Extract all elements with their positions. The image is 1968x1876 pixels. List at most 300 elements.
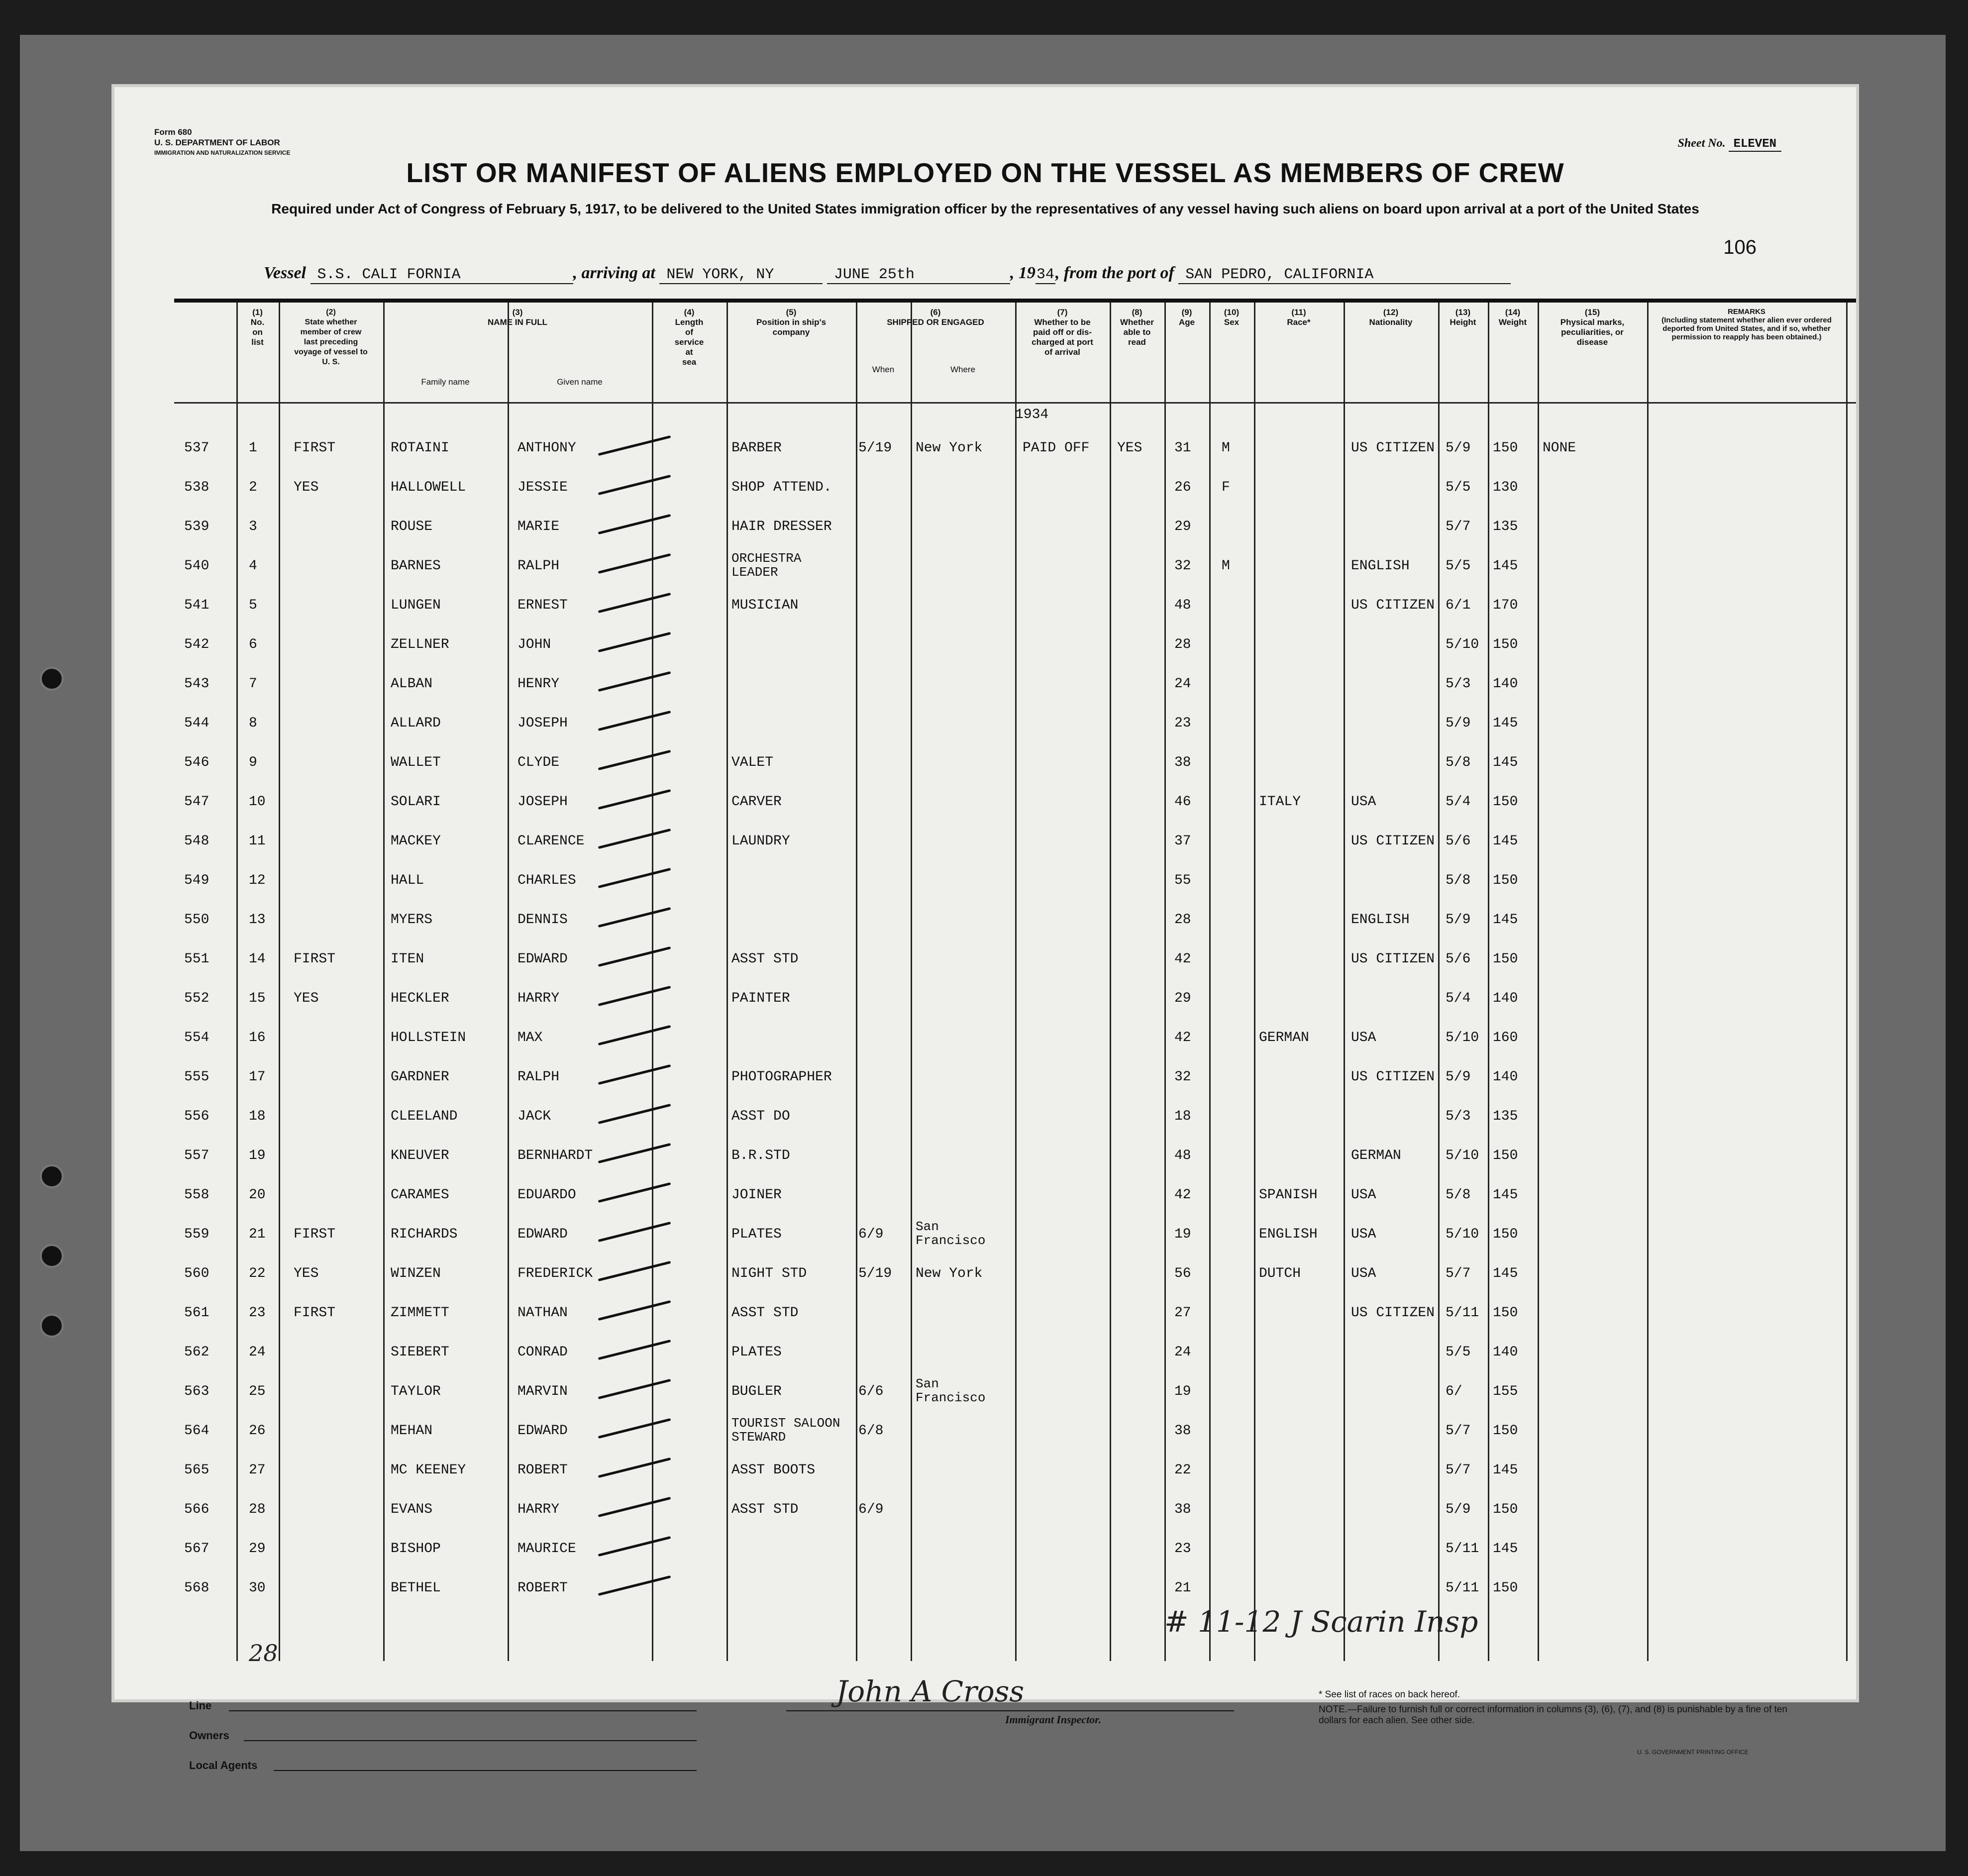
cell-family-name: ZIMMETT [391,1305,449,1321]
cell-no: 8 [249,716,257,731]
col-header-nationality: (12) Nationality [1369,308,1413,327]
cell-no: 28 [249,1502,266,1517]
cell-age: 37 [1174,834,1191,849]
col-header-name: (3) NAME IN FULL [488,308,547,327]
cell-position: HAIR DRESSER [731,519,832,534]
cell-ref: 546 [184,755,209,770]
table-row [174,980,1856,1019]
cell-family-name: MEHAN [391,1423,433,1439]
check-mark-icon [598,1497,671,1517]
cell-given-name: HARRY [518,1502,560,1517]
cell-height: 6/ [1446,1384,1462,1399]
line-label: Line [189,1699,212,1712]
col-header-remarks: REMARKS (Including statement whether alien ever ordered deported from United States, and if so, whether permission to reapply has been obtained.) [1661,308,1832,341]
arrival-year: 34 [1036,266,1054,283]
cell-position: BARBER [731,440,782,456]
service-name: IMMIGRATION AND NATURALIZATION SERVICE [154,149,291,156]
check-mark-icon [598,750,671,770]
cell-weight: 150 [1493,951,1518,967]
penalty-note: NOTE.—Failure to furnish full or correct information in columns (3), (6), (7), and (8) is punishable by a fine of ten dollars for each alien. See other side. [1319,1704,1787,1726]
col-header-position: (5) Position in ship's company [756,308,827,337]
cell-weight: 160 [1493,1030,1518,1045]
cell-position: TOURIST SALOON STEWARD [731,1416,840,1445]
cell-weight: 145 [1493,912,1518,928]
cell-ref: 550 [184,912,209,928]
cell-height: 5/6 [1446,834,1471,849]
check-mark-icon [598,1222,671,1242]
cell-no: 23 [249,1305,266,1321]
cell-height: 5/8 [1446,873,1471,888]
cell-ref: 541 [184,598,209,613]
handwritten-count: 28 [249,1640,278,1667]
col-header-given-name: Given name [557,377,603,387]
cell-shipped-when: 6/9 [858,1502,884,1517]
check-mark-icon [598,1143,671,1163]
cell-height: 5/4 [1446,794,1471,810]
cell-family-name: MC KEENEY [391,1462,466,1478]
cell-weight: 150 [1493,1227,1518,1242]
col-header-age: (9) Age [1178,308,1195,327]
check-mark-icon [598,1261,671,1281]
page-subtitle: Required under Act of Congress of February 5, 1917, to be delivered to the United States immigration officer by the representatives of any vessel having such aliens on board upon arrival at a port of the United States [271,201,1699,216]
owners-label: Owners [189,1729,229,1742]
cell-age: 24 [1174,1345,1191,1360]
cell-nationality: US CITIZEN [1351,951,1435,967]
cell-ref: 560 [184,1266,209,1281]
cell-no: 29 [249,1541,266,1557]
cell-family-name: HALLOWELL [391,480,466,495]
cell-age: 28 [1174,912,1191,928]
check-mark-icon [598,1458,671,1478]
cell-weight: 150 [1493,1423,1518,1439]
check-mark-icon [598,1182,671,1203]
cell-no: 10 [249,794,266,810]
cell-weight: 140 [1493,991,1518,1006]
cell-family-name: MYERS [391,912,433,928]
cell-state: YES [294,1266,319,1281]
cell-nationality: USA [1351,1187,1376,1203]
cell-weight: 150 [1493,440,1518,456]
cell-family-name: SIEBERT [391,1345,449,1360]
year-prefix: , 19 [1010,264,1036,282]
cell-given-name: HARRY [518,991,560,1006]
cell-ref: 559 [184,1227,209,1242]
cell-position: MUSICIAN [731,598,799,613]
page-title: LIST OR MANIFEST OF ALIENS EMPLOYED ON THE VESSEL AS MEMBERS OF CREW [406,157,1564,188]
cell-age: 46 [1174,794,1191,810]
table-row [174,1412,1856,1452]
col-header-height: (13) Height [1450,308,1476,327]
handwritten-stamp: # 11-12 J Scarin Insp [1164,1605,1478,1639]
binder-hole [40,667,64,691]
check-mark-icon [598,1300,671,1321]
table-row [174,1255,1856,1294]
vessel-line [264,264,1511,284]
cell-nationality: ENGLISH [1351,558,1410,574]
cell-nationality: USA [1351,1227,1376,1242]
cell-age: 28 [1174,637,1191,652]
table-row [174,508,1856,547]
cell-nationality: USA [1351,1266,1376,1281]
sheet-number [1678,137,1781,151]
manifest-sheet [114,87,1856,1772]
cell-age: 38 [1174,755,1191,770]
cell-given-name: CLARENCE [518,834,585,849]
arriving-label: , arriving at [573,264,655,282]
table-row [174,665,1856,705]
binder-hole [40,1314,64,1338]
from-label: , from the port of [1055,264,1174,282]
cell-shipped-when: 5/19 [858,440,892,456]
cell-weight: 145 [1493,834,1518,849]
cell-nationality: US CITIZEN [1351,1305,1435,1321]
races-note: * See list of races on back hereof. [1319,1689,1460,1700]
table-row [174,1058,1856,1098]
cell-ref: 539 [184,519,209,534]
cell-weight: 145 [1493,558,1518,574]
cell-given-name: ANTHONY [518,440,576,456]
cell-nationality: US CITIZEN [1351,440,1435,456]
cell-ref: 558 [184,1187,209,1203]
cell-ref: 562 [184,1345,209,1360]
cell-race: DUTCH [1259,1266,1301,1281]
cell-given-name: JESSIE [518,480,568,495]
cell-weight: 135 [1493,519,1518,534]
inspector-signature: John A Cross [836,1674,1025,1708]
cell-height: 5/11 [1446,1305,1479,1321]
col-header-physical-marks: (15) Physical marks, peculiarities, or disease [1560,308,1625,347]
cell-family-name: HOLLSTEIN [391,1030,466,1045]
cell-family-name: GARDNER [391,1069,449,1085]
cell-height: 5/7 [1446,519,1471,534]
cell-nationality: US CITIZEN [1351,1069,1435,1085]
from-port: SAN PEDRO, CALIFORNIA [1178,266,1511,284]
cell-age: 19 [1174,1227,1191,1242]
cell-ref: 537 [184,440,209,456]
check-mark-icon [598,1575,671,1596]
check-mark-icon [598,1379,671,1399]
inspector-underline [786,1710,1234,1711]
cell-given-name: BERNHARDT [518,1148,593,1163]
cell-no: 26 [249,1423,266,1439]
cell-ref: 564 [184,1423,209,1439]
cell-age: 23 [1174,1541,1191,1557]
cell-position: PHOTOGRAPHER [731,1069,832,1085]
cell-no: 6 [249,637,257,652]
table-row [174,1452,1856,1491]
cell-ref: 565 [184,1462,209,1478]
cell-ref: 552 [184,991,209,1006]
cell-family-name: WINZEN [391,1266,441,1281]
cell-no: 16 [249,1030,266,1045]
check-mark-icon [598,868,671,888]
cell-family-name: CLEELAND [391,1109,458,1124]
col-header-sex: (10) Sex [1224,308,1240,327]
cell-ref: 549 [184,873,209,888]
cell-height: 5/7 [1446,1266,1471,1281]
local-agents-label: Local Agents [189,1759,258,1772]
cell-height: 5/9 [1446,1502,1471,1517]
check-mark-icon [598,1064,671,1085]
header-rule [174,299,1856,303]
cell-height: 5/9 [1446,912,1471,928]
cell-no: 2 [249,480,257,495]
cell-shipped-where: New York [916,440,983,456]
cell-no: 20 [249,1187,266,1203]
col-header-weight: (14) Weight [1498,308,1527,327]
table-row [174,1137,1856,1176]
table-row [174,1216,1856,1255]
table-row [174,1491,1856,1530]
cell-age: 38 [1174,1423,1191,1439]
cell-age: 32 [1174,558,1191,574]
cell-age: 27 [1174,1305,1191,1321]
form-number: Form 680 [154,127,192,137]
cell-height: 5/6 [1446,951,1471,967]
cell-shipped-where: San Francisco [916,1376,986,1405]
cell-position: B.R.STD [731,1148,790,1163]
cell-no: 7 [249,676,257,692]
cell-given-name: CHARLES [518,873,576,888]
col-header-race: (11) Race* [1287,308,1311,327]
cell-weight: 140 [1493,676,1518,692]
sheet-number-value: ELEVEN [1729,137,1781,152]
cell-position: LAUNDRY [731,834,790,849]
cell-position: ASST STD [731,1502,799,1517]
cell-height: 5/4 [1446,991,1471,1006]
cell-ref: 547 [184,794,209,810]
cell-family-name: HECKLER [391,991,449,1006]
cell-weight: 150 [1493,1502,1518,1517]
cell-weight: 150 [1493,637,1518,652]
table-row [174,1176,1856,1216]
cell-family-name: WALLET [391,755,441,770]
cell-no: 21 [249,1227,266,1242]
cell-nationality: ENGLISH [1351,912,1410,928]
cell-family-name: CARAMES [391,1187,449,1203]
cell-ref: 538 [184,480,209,495]
table-row [174,783,1856,823]
col-header-shipped: (6) SHIPPED OR ENGAGED [887,308,984,327]
cell-height: 5/5 [1446,1345,1471,1360]
cell-position: PLATES [731,1227,782,1242]
cell-given-name: DENNIS [518,912,568,928]
cell-ref: 548 [184,834,209,849]
cell-given-name: HENRY [518,676,560,692]
cell-ref: 551 [184,951,209,967]
table-row [174,862,1856,901]
cell-height: 5/3 [1446,1109,1471,1124]
cell-family-name: LUNGEN [391,598,441,613]
cell-given-name: RALPH [518,558,560,574]
cell-position: BUGLER [731,1384,782,1399]
check-mark-icon [598,671,671,692]
cell-age: 22 [1174,1462,1191,1478]
cell-given-name: RALPH [518,1069,560,1085]
cell-no: 13 [249,912,266,928]
cell-age: 19 [1174,1384,1191,1399]
cell-family-name: BISHOP [391,1541,441,1557]
cell-ref: 563 [184,1384,209,1399]
cell-height: 5/10 [1446,637,1479,652]
cell-ref: 568 [184,1580,209,1596]
cell-no: 18 [249,1109,266,1124]
check-mark-icon [598,514,671,534]
cell-weight: 150 [1493,1148,1518,1163]
cell-ref: 567 [184,1541,209,1557]
cell-race: ITALY [1259,794,1301,810]
cell-weight: 145 [1493,1187,1518,1203]
cell-state: YES [294,991,319,1006]
cell-state: YES [294,480,319,495]
cell-family-name: TAYLOR [391,1384,441,1399]
cell-ref: 557 [184,1148,209,1163]
cell-age: 23 [1174,716,1191,731]
cell-nationality: US CITIZEN [1351,834,1435,849]
cell-age: 42 [1174,951,1191,967]
cell-family-name: ITEN [391,951,424,967]
cell-weight: 150 [1493,873,1518,888]
cell-position: PAINTER [731,991,790,1006]
cell-family-name: ROTAINI [391,440,449,456]
cell-sex: M [1222,440,1230,456]
cell-family-name: SOLARI [391,794,441,810]
col-header-no: (1) No. on list [250,308,265,347]
col-header-able-to-read: (8) Whether able to read [1120,308,1154,347]
cell-height: 5/7 [1446,1423,1471,1439]
cell-no: 5 [249,598,257,613]
cell-age: 31 [1174,440,1191,456]
cell-ref: 540 [184,558,209,574]
cell-no: 4 [249,558,257,574]
table-row [174,1098,1856,1137]
col-header-family-name: Family name [421,377,470,387]
check-mark-icon [598,789,671,810]
cell-weight: 140 [1493,1345,1518,1360]
cell-weight: 150 [1493,1580,1518,1596]
cell-given-name: CONRAD [518,1345,568,1360]
cell-ref: 544 [184,716,209,731]
cell-age: 18 [1174,1109,1191,1124]
cell-no: 17 [249,1069,266,1085]
cell-given-name: JOSEPH [518,794,568,810]
check-mark-icon [598,1418,671,1439]
cell-position: VALET [731,755,774,770]
cell-position: ASST STD [731,1305,799,1321]
cell-given-name: EDUARDO [518,1187,576,1203]
sheet-number-label: Sheet No. [1677,137,1726,150]
cell-no: 22 [249,1266,266,1281]
cell-family-name: KNEUVER [391,1148,449,1163]
cell-age: 42 [1174,1030,1191,1045]
cell-position: JOINER [731,1187,782,1203]
cell-nationality: GERMAN [1351,1148,1401,1163]
cell-height: 5/11 [1446,1541,1479,1557]
cell-age: 29 [1174,991,1191,1006]
cell-given-name: ROBERT [518,1580,568,1596]
cell-weight: 140 [1493,1069,1518,1085]
check-mark-icon [598,632,671,652]
cell-no: 3 [249,519,257,534]
cell-height: 5/7 [1446,1462,1471,1478]
arrival-date: JUNE 25th [827,266,1010,284]
table-row [174,429,1856,469]
cell-age: 26 [1174,480,1191,495]
cell-given-name: MARVIN [518,1384,568,1399]
cell-age: 56 [1174,1266,1191,1281]
cell-no: 15 [249,991,266,1006]
cell-family-name: ALLARD [391,716,441,731]
cell-ref: 554 [184,1030,209,1045]
col-header-state: (2) State whether member of crew last preceding voyage of vessel to U. S. [294,308,368,366]
cell-family-name: HALL [391,873,424,888]
cell-height: 6/1 [1446,598,1471,613]
col-header-where: Where [950,365,976,374]
cell-family-name: RICHARDS [391,1227,458,1242]
cell-age: 38 [1174,1502,1191,1517]
cell-height: 5/3 [1446,676,1471,692]
cell-height: 5/9 [1446,1069,1471,1085]
cell-family-name: EVANS [391,1502,433,1517]
year-note: 1934 [1015,407,1049,422]
cell-position: PLATES [731,1345,782,1360]
cell-given-name: MARIE [518,519,560,534]
cell-family-name: BETHEL [391,1580,441,1596]
table-row [174,1294,1856,1334]
check-mark-icon [598,829,671,849]
cell-sex: M [1222,558,1230,574]
table-row [174,1019,1856,1058]
cell-no: 24 [249,1345,266,1360]
cell-no: 9 [249,755,257,770]
cell-given-name: EDWARD [518,1423,568,1439]
check-mark-icon [598,986,671,1006]
cell-weight: 145 [1493,1541,1518,1557]
cell-height: 5/9 [1446,716,1471,731]
cell-family-name: ALBAN [391,676,433,692]
cell-weight: 145 [1493,716,1518,731]
binder-hole [40,1164,64,1188]
table-row [174,469,1856,508]
check-mark-icon [598,1025,671,1045]
cell-given-name: JOHN [518,637,551,652]
cell-height: 5/11 [1446,1580,1479,1596]
cell-no: 14 [249,951,266,967]
cell-ref: 566 [184,1502,209,1517]
cell-no: 25 [249,1384,266,1399]
col-header-length-of-service: (4) Length of service at sea [674,308,704,367]
cell-given-name: EDWARD [518,1227,568,1242]
cell-no: 1 [249,440,257,456]
col-header-paid-off: (7) Whether to be paid off or dis- charged at port of arrival [1032,308,1093,357]
check-mark-icon [598,593,671,613]
check-mark-icon [598,1340,671,1360]
cell-position: ASST STD [731,951,799,967]
cell-ref: 542 [184,637,209,652]
cell-race: ENGLISH [1259,1227,1318,1242]
check-mark-icon [598,435,671,456]
table-row [174,901,1856,940]
cell-given-name: JACK [518,1109,551,1124]
cell-age: 24 [1174,676,1191,692]
col-header-when: When [872,365,895,374]
cell-given-name: ROBERT [518,1462,568,1478]
cell-position: ORCHESTRA LEADER [731,551,802,580]
cell-age: 55 [1174,873,1191,888]
cell-position: NIGHT STD [731,1266,807,1281]
cell-no: 19 [249,1148,266,1163]
cell-nationality: USA [1351,794,1376,810]
